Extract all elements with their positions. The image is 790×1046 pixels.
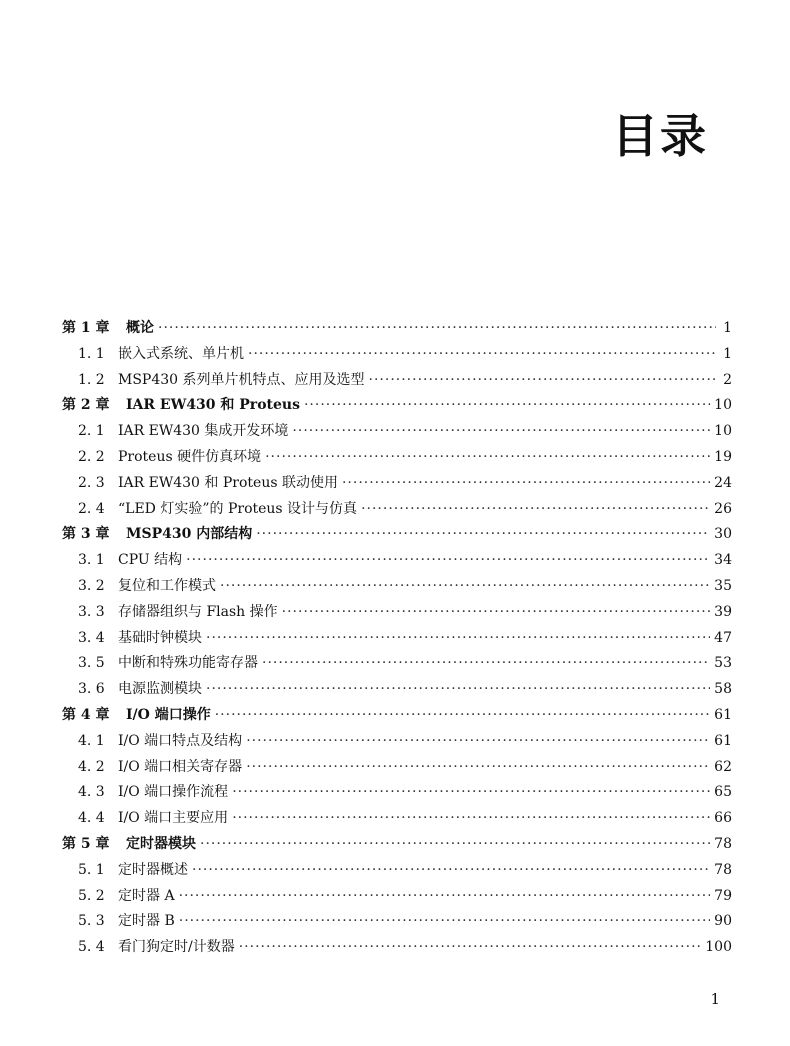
toc-entry-page: 39: [714, 603, 732, 620]
toc-leader-dots: [361, 501, 710, 517]
toc-entry-label: 定时器 A: [118, 887, 175, 904]
toc-leader-dots: [369, 372, 716, 388]
toc-entry-number: 4. 2: [78, 758, 105, 775]
toc-entry-page: 24: [714, 474, 732, 491]
toc-leader-dots: [265, 449, 710, 465]
toc-entry-page: 47: [714, 629, 732, 646]
toc-entry-page: 61: [714, 732, 732, 749]
toc-section-3-3[interactable]: [62, 601, 732, 627]
toc-entry-number: 5. 1: [78, 861, 105, 878]
toc-leader-dots: [282, 604, 711, 620]
toc-entry-page: 35: [714, 577, 732, 594]
toc-entry-page: 79: [714, 887, 732, 904]
table-of-contents: [62, 317, 732, 962]
toc-leader-dots: [158, 320, 716, 336]
toc-entry-label: “LED 灯实验”的 Proteus 设计与仿真: [118, 500, 358, 517]
toc-entry-number: 2. 3: [78, 474, 105, 491]
toc-chapter-4[interactable]: [62, 704, 732, 730]
toc-chapter-2[interactable]: [62, 394, 732, 420]
toc-entry-page: 66: [714, 810, 732, 827]
toc-entry-number: 4. 1: [78, 732, 105, 749]
toc-section-2-1[interactable]: [62, 420, 732, 446]
toc-section-3-2[interactable]: [62, 575, 732, 601]
toc-entry-page: 53: [714, 655, 732, 672]
toc-entry-label: 定时器 B: [118, 913, 175, 930]
toc-leader-dots: [292, 423, 710, 439]
toc-entry-number: 2. 1: [78, 423, 105, 440]
toc-section-4-1[interactable]: [62, 730, 732, 756]
toc-entry-number: 第 3 章: [62, 526, 110, 543]
toc-section-3-5[interactable]: [62, 652, 732, 678]
toc-entry-page: 78: [714, 835, 732, 852]
toc-section-1-2[interactable]: [62, 369, 732, 395]
toc-section-4-2[interactable]: [62, 756, 732, 782]
toc-section-5-1[interactable]: [62, 859, 732, 885]
toc-section-5-2[interactable]: [62, 885, 732, 911]
toc-entry-number: 3. 3: [78, 603, 105, 620]
toc-leader-dots: [215, 707, 710, 723]
toc-leader-dots: [200, 836, 710, 852]
toc-leader-dots: [179, 888, 711, 904]
toc-section-4-3[interactable]: [62, 781, 732, 807]
toc-entry-label: CPU 结构: [118, 552, 183, 569]
toc-entry-label: 定时器模块: [126, 835, 196, 852]
toc-leader-dots: [304, 397, 710, 413]
toc-entry-label: 概论: [126, 320, 154, 336]
page-number: 1: [710, 990, 720, 1008]
toc-section-1-1[interactable]: [62, 343, 732, 369]
page-title: 目录: [612, 109, 708, 163]
toc-entry-label: 定时器概述: [118, 861, 188, 878]
toc-leader-dots: [246, 759, 710, 775]
toc-entry-number: 3. 6: [78, 681, 105, 698]
toc-leader-dots: [342, 475, 710, 491]
toc-entry-number: 第 5 章: [62, 835, 110, 852]
toc-entry-number: 第 1 章: [62, 320, 110, 336]
toc-entry-number: 1. 1: [78, 345, 105, 362]
toc-entry-page: 26: [714, 500, 732, 517]
toc-entry-page: 2: [723, 371, 732, 388]
toc-entry-number: 3. 2: [78, 577, 105, 594]
toc-entry-label: 基础时钟模块: [118, 629, 202, 646]
toc-entry-page: 30: [714, 526, 732, 543]
toc-entry-page: 10: [714, 397, 732, 414]
toc-section-5-4[interactable]: [62, 936, 732, 962]
toc-section-3-1[interactable]: [62, 549, 732, 575]
toc-entry-page: 65: [714, 784, 732, 801]
toc-leader-dots: [232, 784, 710, 800]
toc-entry-label: IAR EW430 和 Proteus: [126, 397, 300, 414]
toc-entry-label: 电源监测模块: [118, 681, 202, 698]
toc-section-2-2[interactable]: [62, 446, 732, 472]
toc-leader-dots: [262, 655, 710, 671]
toc-leader-dots: [192, 862, 710, 878]
toc-leader-dots: [239, 939, 702, 955]
toc-entry-label: 存储器组织与 Flash 操作: [118, 603, 278, 620]
toc-section-3-4[interactable]: [62, 627, 732, 653]
toc-entry-page: 61: [714, 706, 732, 723]
toc-section-4-4[interactable]: [62, 807, 732, 833]
toc-chapter-3[interactable]: [62, 523, 732, 549]
toc-entry-page: 100: [705, 939, 732, 956]
toc-entry-page: 10: [714, 423, 732, 440]
toc-entry-label: IAR EW430 集成开发环境: [118, 423, 289, 440]
toc-entry-number: 2. 4: [78, 500, 105, 517]
toc-entry-label: I/O 端口特点及结构: [118, 732, 243, 749]
toc-entry-label: Proteus 硬件仿真环境: [118, 448, 262, 465]
toc-leader-dots: [206, 630, 710, 646]
toc-leader-dots: [256, 526, 710, 542]
toc-entry-label: 看门狗定时/计数器: [118, 939, 235, 956]
toc-entry-number: 2. 2: [78, 448, 105, 465]
toc-entry-page: 1: [723, 320, 732, 336]
toc-entry-number: 5. 3: [78, 913, 105, 930]
toc-entry-label: I/O 端口操作: [126, 706, 211, 723]
toc-entry-number: 4. 4: [78, 810, 105, 827]
toc-leader-dots: [220, 578, 710, 594]
toc-entry-number: 4. 3: [78, 784, 105, 801]
toc-entry-label: 嵌入式系统、单片机: [118, 345, 244, 362]
toc-chapter-1[interactable]: [62, 317, 732, 343]
toc-entry-label: I/O 端口相关寄存器: [118, 758, 243, 775]
toc-leader-dots: [232, 810, 710, 826]
toc-chapter-5[interactable]: [62, 833, 732, 859]
toc-leader-dots: [186, 552, 710, 568]
toc-entry-page: 1: [723, 345, 732, 362]
toc-entry-page: 19: [714, 448, 732, 465]
toc-entry-label: I/O 端口操作流程: [118, 784, 229, 801]
toc-entry-number: 5. 4: [78, 939, 105, 956]
toc-entry-label: MSP430 系列单片机特点、应用及选型: [118, 371, 365, 388]
toc-entry-page: 90: [714, 913, 732, 930]
toc-entry-number: 3. 1: [78, 552, 105, 569]
toc-entry-number: 3. 5: [78, 655, 105, 672]
toc-section-5-3[interactable]: [62, 910, 732, 936]
toc-entry-page: 34: [714, 552, 732, 569]
toc-entry-page: 58: [714, 681, 732, 698]
toc-entry-label: MSP430 内部结构: [126, 526, 253, 543]
toc-entry-number: 第 2 章: [62, 397, 110, 414]
toc-entry-label: I/O 端口主要应用: [118, 810, 229, 827]
toc-entry-page: 78: [714, 861, 732, 878]
toc-entry-page: 62: [714, 758, 732, 775]
toc-entry-number: 第 4 章: [62, 706, 110, 723]
toc-section-3-6[interactable]: [62, 678, 732, 704]
toc-section-2-3[interactable]: [62, 472, 732, 498]
toc-leader-dots: [246, 733, 710, 749]
toc-entry-label: 复位和工作模式: [118, 577, 216, 594]
toc-section-2-4[interactable]: [62, 498, 732, 524]
toc-entry-label: 中断和特殊功能寄存器: [118, 655, 258, 672]
toc-entry-number: 1. 2: [78, 371, 105, 388]
toc-leader-dots: [206, 681, 710, 697]
toc-leader-dots: [248, 346, 716, 362]
toc-entry-number: 3. 4: [78, 629, 105, 646]
toc-leader-dots: [179, 913, 710, 929]
toc-entry-label: IAR EW430 和 Proteus 联动使用: [118, 474, 338, 491]
toc-entry-number: 5. 2: [78, 887, 105, 904]
